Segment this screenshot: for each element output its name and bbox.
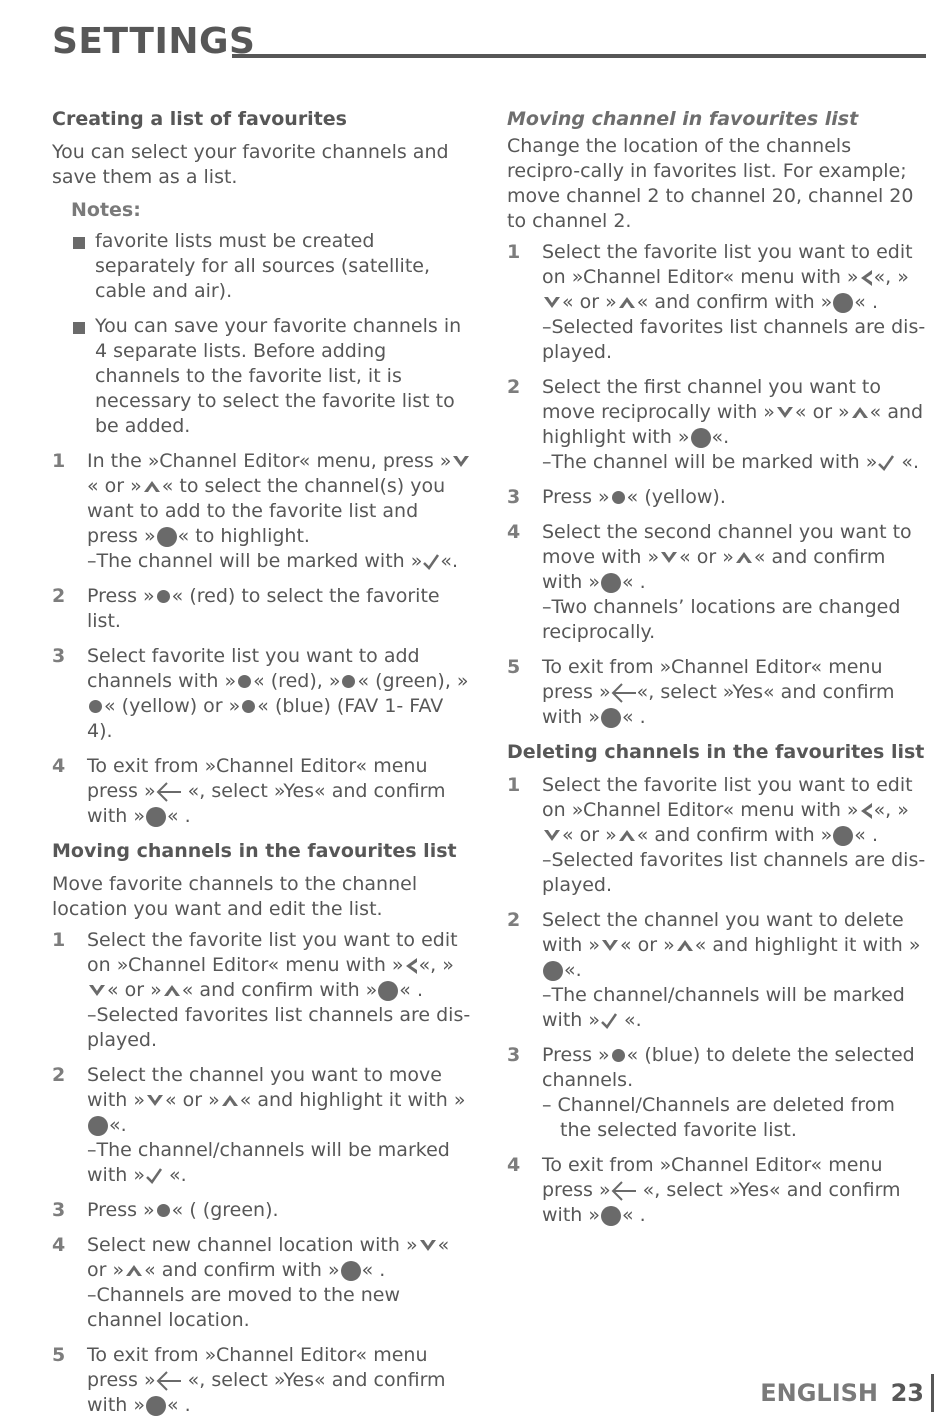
- blue-button-icon: [242, 700, 255, 713]
- red-button-icon: [238, 675, 251, 688]
- step-number: 1: [507, 774, 521, 796]
- chevron-left-icon: [860, 802, 873, 820]
- chevron-down-icon: [601, 939, 619, 952]
- step-number: 1: [52, 450, 66, 472]
- chevron-up-icon: [676, 939, 694, 952]
- header-rule: [232, 54, 926, 58]
- step-number: 3: [52, 1199, 66, 1221]
- steps-creating-favourites: [52, 449, 472, 829]
- chevron-down-icon: [543, 829, 561, 842]
- ok-button-icon: [601, 1206, 621, 1226]
- step-number: 5: [52, 1344, 66, 1366]
- chevron-up-icon: [221, 1094, 239, 1107]
- step-number: 4: [52, 1234, 66, 1256]
- ok-button-icon: [691, 428, 711, 448]
- page-title: SETTINGS: [52, 21, 256, 62]
- step-number: 3: [507, 486, 521, 508]
- green-button-icon: [157, 1204, 170, 1217]
- chevron-up-icon: [851, 406, 869, 419]
- chevron-left-icon: [405, 957, 418, 975]
- ok-button-icon: [146, 807, 166, 827]
- back-arrow-icon: [156, 780, 182, 804]
- notes-list: [71, 229, 472, 439]
- steps-moving-channels: [52, 928, 472, 1418]
- step-item: 3 Select favorite list you want to add channels with » « (red), » « (green), »« (yellow) or » « (blue) (FAV 1- FAV 4).: [52, 645, 469, 742]
- square-bullet-icon: [73, 237, 85, 249]
- step-item: 1 Select the favorite list you want to edit on »Channel Editor« menu with » «, »« or » « and confirm with » « . –Selected favorites list channels are dis-played.: [507, 241, 926, 363]
- step-number: 4: [52, 755, 66, 777]
- checkmark-icon: [877, 454, 895, 472]
- page-number: 23: [890, 1379, 924, 1407]
- blue-button-icon: [612, 1049, 625, 1062]
- red-button-icon: [157, 590, 170, 603]
- checkmark-icon: [422, 553, 440, 571]
- step-item: 4 Select new channel location with » « or » « and confirm with » « . –Channels are moved to the new channel location.: [52, 1234, 450, 1331]
- footer-language: ENGLISH: [760, 1379, 878, 1407]
- step-item: 2 Select the channel you want to move with » « or » « and highlight it with »«. –The channel/channels will be marked with » «.: [52, 1064, 466, 1186]
- chevron-up-icon: [735, 551, 753, 564]
- chevron-up-icon: [618, 829, 636, 842]
- ok-button-icon: [601, 708, 621, 728]
- steps-moving-channel: [507, 240, 927, 730]
- step-item: 5 To exit from »Channel Editor« menu press » «, select »Yes« and confirm with » « .: [507, 656, 895, 728]
- chevron-down-icon: [452, 455, 470, 468]
- chevron-down-icon: [660, 551, 678, 564]
- step-item: 2 Select the first channel you want to move reciprocally with » « or » « and highlight with » «. –The channel will be marked with » «.: [507, 376, 924, 473]
- checkmark-icon: [600, 1012, 618, 1030]
- note-item: You can save your favorite channels in 4 separate lists. Before adding channels to the favorite list, it is necessary to select the favorite list to be added.: [71, 314, 472, 439]
- section-heading-moving-channels: Moving channels in the favourites list: [52, 840, 457, 862]
- ok-button-icon: [833, 826, 853, 846]
- step-item: 3 Press » « (yellow).: [507, 486, 726, 508]
- step-number: 2: [507, 376, 521, 398]
- step-item: 4 To exit from »Channel Editor« menu press » «, select »Yes« and confirm with » « .: [507, 1154, 901, 1226]
- steps-deleting-channels: [507, 773, 927, 1228]
- section-heading-deleting-channels: Deleting channels in the favourites list: [507, 741, 925, 763]
- chevron-up-icon: [143, 480, 161, 493]
- chevron-down-icon: [776, 406, 794, 419]
- back-arrow-icon: [611, 681, 637, 705]
- step-item: 5 To exit from »Channel Editor« menu press » «, select »Yes« and confirm with » « .: [52, 1344, 446, 1416]
- section-intro: Move favorite channels to the channel location you want and edit the list.: [52, 873, 418, 920]
- step-number: 2: [52, 1064, 66, 1086]
- section-intro: You can select your favorite channels and save them as a list.: [52, 141, 449, 188]
- ok-button-icon: [833, 293, 853, 313]
- ok-button-icon: [146, 1396, 166, 1416]
- right-column: [507, 107, 927, 1238]
- step-item: 1 In the »Channel Editor« menu, press »« or » « to select the channel(s) you want to add to the favorite list and press » « to highlight. –The channel will be marked with » «.: [52, 449, 472, 574]
- back-arrow-icon: [611, 1179, 637, 1203]
- step-item: 3 Press » « ( (green).: [52, 1199, 279, 1221]
- step-item: 1 Select the favorite list you want to edit on »Channel Editor« menu with » «, »« or » « and confirm with » « . –Selected favorites list channels are dis-played.: [507, 774, 926, 896]
- ok-button-icon: [88, 1116, 108, 1136]
- ok-button-icon: [341, 1261, 361, 1281]
- left-column: [52, 107, 472, 1428]
- step-item: 2 Select the channel you want to delete with » « or » « and highlight it with »«. –The channel/channels will be marked with » «.: [507, 909, 921, 1031]
- chevron-up-icon: [125, 1264, 143, 1277]
- chevron-down-icon: [146, 1094, 164, 1107]
- step-number: 2: [52, 585, 66, 607]
- yellow-button-icon: [612, 491, 625, 504]
- notes-title: Notes:: [71, 199, 141, 221]
- step-item: 1 Select the favorite list you want to edit on »Channel Editor« menu with » «, »« or » « and confirm with » « . –Selected favorites list channels are dis-played.: [52, 929, 471, 1051]
- step-number: 4: [507, 1154, 521, 1176]
- step-number: 1: [507, 241, 521, 263]
- page-header: [52, 20, 926, 60]
- square-bullet-icon: [73, 322, 85, 334]
- step-item: 2 Press » « (red) to select the favorite list.: [52, 585, 440, 632]
- note-item: favorite lists must be created separately for all sources (satellite, cable and air).: [71, 229, 472, 304]
- ok-button-icon: [543, 961, 563, 981]
- step-item: 3 Press » « (blue) to delete the selected channels. – Channel/Channels are deleted from the selected favorite list.: [507, 1044, 915, 1141]
- step-number: 4: [507, 521, 521, 543]
- section-heading-moving-channel: Moving channel in favourites list: [507, 108, 859, 130]
- chevron-up-icon: [163, 984, 181, 997]
- section-heading-creating-favourites: Creating a list of favourites: [52, 108, 347, 130]
- page-footer: [738, 1372, 938, 1412]
- footer-divider: [931, 1374, 934, 1412]
- step-number: 5: [507, 656, 521, 678]
- yellow-button-icon: [89, 700, 102, 713]
- step-number: 3: [52, 645, 66, 667]
- green-button-icon: [342, 675, 355, 688]
- chevron-up-icon: [618, 296, 636, 309]
- step-item: 4 Select the second channel you want to move with » « or » « and confirm with » « . –Two channels’ locations are changed reciprocally.: [507, 521, 912, 643]
- section-intro: Change the location of the channels recipro-cally in favorites list. For example; move channel 2 to channel 20, channel 20 to channel 2.: [507, 135, 914, 232]
- chevron-down-icon: [88, 984, 106, 997]
- chevron-down-icon: [543, 296, 561, 309]
- step-number: 3: [507, 1044, 521, 1066]
- ok-button-icon: [378, 981, 398, 1001]
- chevron-down-icon: [419, 1239, 437, 1252]
- ok-button-icon: [157, 527, 177, 547]
- chevron-left-icon: [860, 269, 873, 287]
- step-number: 2: [507, 909, 521, 931]
- step-item: 4 To exit from »Channel Editor« menu press » «, select »Yes« and confirm with » « .: [52, 755, 446, 827]
- ok-button-icon: [601, 573, 621, 593]
- checkmark-icon: [145, 1167, 163, 1185]
- back-arrow-icon: [156, 1369, 182, 1393]
- step-number: 1: [52, 929, 66, 951]
